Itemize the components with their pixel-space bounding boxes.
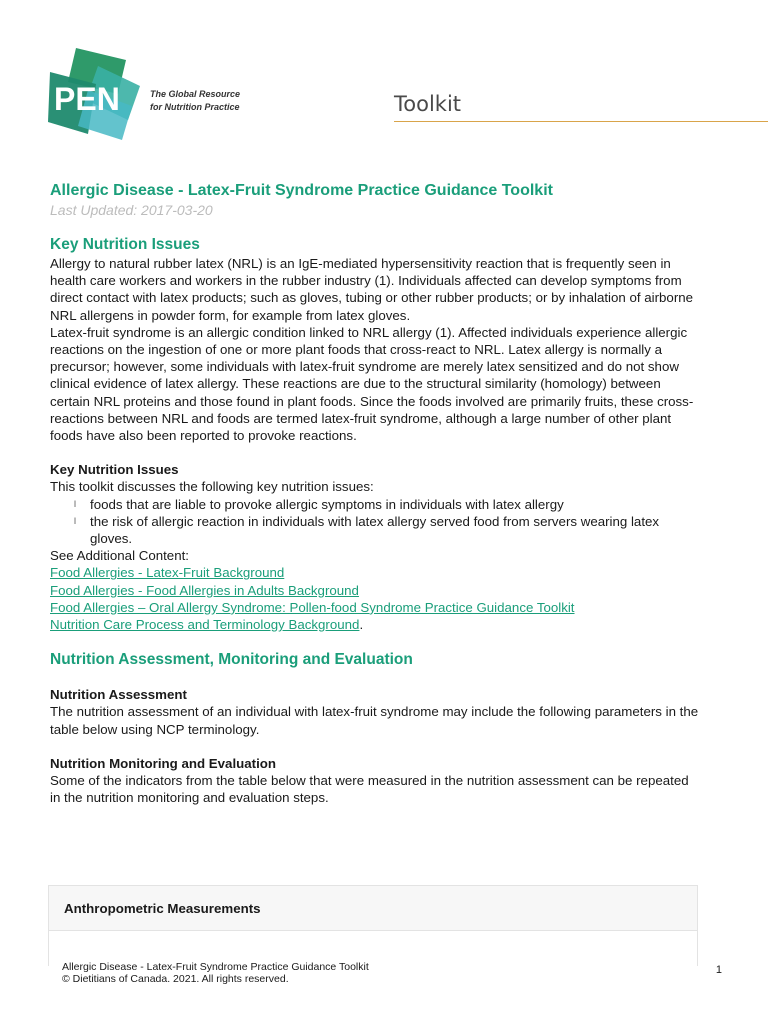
nutrition-assessment-text: The nutrition assessment of an individual with latex-fruit syndrome may include the following parameters in the table below using NCP terminology.: [50, 704, 699, 737]
anthropometric-panel-heading: Anthropometric Measurements: [49, 886, 697, 931]
assessment-heading: Nutrition Assessment, Monitoring and Evaluation: [50, 651, 413, 669]
intro-paragraph-2: Latex-fruit syndrome is an allergic condition linked to NRL allergy (1). Affected individuals experience allergic reactions on the ingestion of one or more plant foods that cross-react to NRL. Latex allergy is normally a precursor; however, some individuals with latex-fruit syndrome are merely latex sensitized and do not show clinical evidence of latex allergy. These reactions are due to the structural similarity (homology) between certain NRL proteins and those found in plant foods. Since the foods involved are primarily fruits, these cross-reactions between NRL and foods are termed latex-fruit syndrome, although a large number of other plant foods have also been reported to provoke reactions.: [50, 324, 694, 444]
tagline-line-2: for Nutrition Practice: [150, 102, 240, 112]
last-updated: Last Updated: 2017-03-20: [50, 202, 213, 218]
key-issues-heading: Key Nutrition Issues: [50, 236, 200, 253]
key-issues-intro: This toolkit discusses the following key nutrition issues:: [50, 479, 374, 495]
logo-text: PEN: [54, 81, 120, 117]
document-title: Allergic Disease - Latex-Fruit Syndrome Practice Guidance Toolkit: [50, 182, 553, 199]
key-issues-list: [50, 496, 700, 548]
document-body: [50, 181, 700, 806]
link-ncp-terminology[interactable]: Nutrition Care Process and Terminology Background: [50, 617, 360, 633]
toolkit-label: Toolkit: [394, 92, 462, 116]
list-item: [74, 496, 700, 513]
bullet-icon: l: [74, 498, 76, 509]
footer-copyright: © Dietitians of Canada. 2021. All rights reserved.: [62, 973, 289, 985]
tagline-line-1: The Global Resource: [150, 89, 241, 99]
page-number: 1: [715, 964, 722, 976]
link-trailing-period: .: [359, 617, 364, 633]
list-item: [74, 513, 700, 547]
monitoring-evaluation-title: Nutrition Monitoring and Evaluation: [50, 755, 277, 771]
additional-content-label: See Additional Content:: [50, 548, 189, 564]
link-food-allergies-adults[interactable]: Food Allergies - Food Allergies in Adults Background: [50, 582, 359, 598]
link-oral-allergy-syndrome[interactable]: Food Allergies – Oral Allergy Syndrome: Pollen-food Syndrome Practice Guidance Toolkit: [50, 599, 575, 615]
footer-title: Allergic Disease - Latex-Fruit Syndrome Practice Guidance Toolkit: [62, 961, 369, 973]
key-issues-subheading: Key Nutrition Issues: [50, 462, 179, 478]
nutrition-assessment-title: Nutrition Assessment: [50, 687, 187, 703]
intro-paragraph-1: Allergy to natural rubber latex (NRL) is an IgE-mediated hypersensitivity reaction that is frequently seen in health care workers and workers in the rubber industry (1). Individuals affected can develop symptoms from direct contact with latex products; such as gloves, tubing or other rubber products; or by inhalation of airborne NRL allergens in powder form, for example from latex gloves.: [50, 256, 694, 323]
page-footer: [62, 961, 722, 985]
logo-tagline: [150, 88, 240, 114]
link-latex-fruit-background[interactable]: Food Allergies - Latex-Fruit Background: [50, 565, 285, 581]
monitoring-evaluation-text: Some of the indicators from the table below that were measured in the nutrition assessment can be repeated in the nutrition monitoring and evaluation steps.: [50, 773, 689, 806]
pen-logo: [48, 46, 140, 142]
bullet-icon: l: [74, 515, 76, 526]
anthropometric-panel: [48, 885, 698, 966]
additional-links: [50, 564, 700, 633]
list-item-text: the risk of allergic reaction in individuals with latex allergy served food from servers wearing latex gloves.: [90, 513, 660, 547]
header-rule: [394, 121, 768, 122]
list-item-text: foods that are liable to provoke allergic symptoms in individuals with latex allergy: [90, 496, 564, 512]
